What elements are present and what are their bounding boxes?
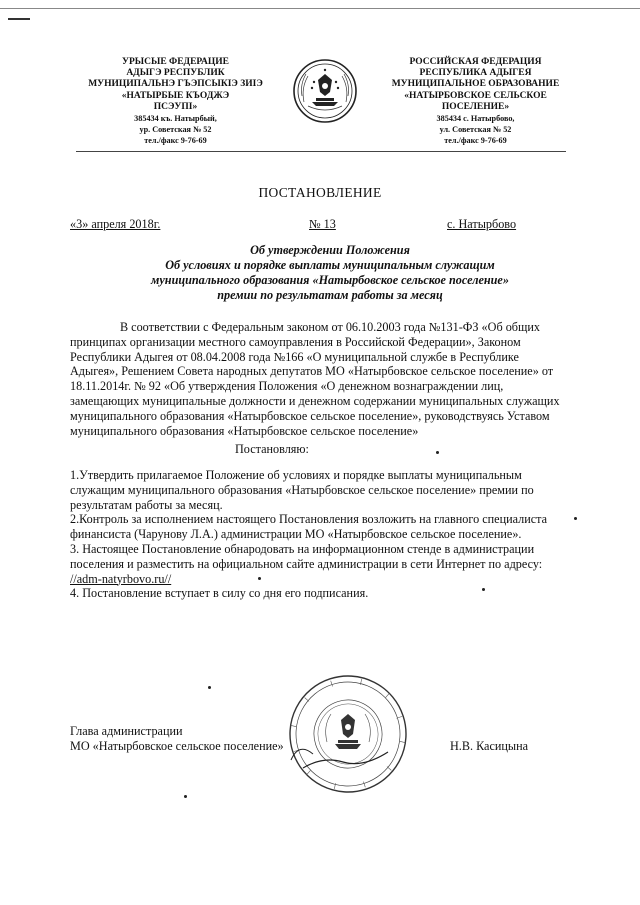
resolution-items	[70, 468, 575, 601]
document-place: с. Натырбово	[447, 217, 517, 231]
signature-organization: МО «Натырбовское сельское поселение»	[70, 739, 284, 753]
resolution-item: 4. Постановление вступает в силу со дня его подписания.	[70, 586, 369, 601]
header-right-line: РЕСПУБЛИКА АДЫГЕЯ	[419, 68, 532, 79]
header-left-address: 385434 къ. Натырбый,	[134, 114, 217, 124]
scan-speck	[208, 686, 211, 689]
header-right-address: 385434 с. Натырбово,	[436, 114, 515, 124]
header-left-line: УРЫСЫЕ ФЕДЕРАЦИЕ	[122, 57, 229, 67]
resolution-item: 2.Контроль за исполнением настоящего Постановления возложить на главного специалиста финансиста (Чарунову Л.А.) администрации МО «Натырбовское сельское поселение».	[70, 512, 548, 542]
signature-position: Глава администрации	[70, 724, 183, 738]
website-link[interactable]: //adm-natyrbovo.ru//	[70, 571, 172, 586]
subject-line: премии по результатам работы за месяц	[217, 288, 443, 302]
scan-speck	[184, 795, 187, 798]
header-right-line: ПОСЕЛЕНИЕ»	[441, 101, 510, 112]
official-seal-icon	[283, 672, 413, 796]
document-subject	[70, 243, 590, 303]
document-title: ПОСТАНОВЛЕНИЕ	[258, 185, 382, 200]
scan-mark	[8, 18, 30, 20]
subject-line: муниципального образования «Натырбовское сельское поселение»	[151, 273, 509, 287]
scan-speck	[436, 451, 439, 454]
subject-line: Об условиях и порядке выплаты муниципальным служащим	[165, 258, 495, 272]
resolution-item	[70, 542, 575, 586]
preamble-text: В соответствии с Федеральным законом от 06.10.2003 года №131-ФЗ «Об общих принципах организации местного самоуправления в Российской Федерации», Законом Республики Адыгея от 08.04.2008 года №166 «О муниципальной службе в Республике Адыгея», Решением Совета народных депутатов МО «Натырбовское сельское поселение» от 18.11.2014г. № 92 «Об утверждения Положения «О денежном вознаграждении лиц, замещающих муниципальные должности и денежном содержании муниципальных служащих муниципального образования «Натырбовское сельское поселение», руководствуясь Уставом муниципального образования «Натырбовское сельское поселение»	[70, 320, 560, 438]
document-date: «3» апреля 2018г.	[70, 217, 161, 231]
header-right-line: МУНИЦИПАЛЬНОЕ ОБРАЗОВАНИЕ	[391, 79, 560, 90]
header-right-phone: тел./факс 9-76-69	[444, 136, 507, 146]
header-left-line: ПСЭУПI»	[153, 101, 198, 112]
scan-speck	[482, 588, 485, 591]
header-left-line: «НАТЫРБЫЕ КЪОДЖЭ	[121, 90, 230, 101]
scan-top-line	[0, 8, 640, 9]
header-right-line: РОССИЙСКАЯ ФЕДЕРАЦИЯ	[409, 57, 542, 67]
preamble-paragraph	[70, 320, 570, 438]
header-left-line: МУНИЦИПАЛЬНЭ ГЪЭПСЫКIЭ ЗИIЭ	[88, 79, 263, 90]
document-number: № 13	[309, 217, 336, 231]
resolution-item-text: 3. Настоящее Постановление обнародовать на информационном стенде в администрации поселения и разместить на официальном сайте администрации в сети Интернет по адресу:	[70, 541, 543, 571]
scan-speck	[258, 577, 261, 580]
header-right-address: ул. Советская № 52	[439, 125, 512, 135]
resolve-label: Постановляю:	[235, 442, 309, 456]
header-divider	[76, 151, 566, 152]
resolution-item: 1.Утвердить прилагаемое Положение об условиях и порядке выплаты муниципальным служащим муниципального образования «Натырбовское сельское поселение» премии по результатам работы за месяц.	[70, 468, 534, 512]
header-left	[68, 57, 283, 147]
header-right-line: «НАТЫРБОВСКОЕ СЕЛЬСКОЕ	[404, 90, 547, 101]
header-left-phone: тел./факс 9-76-69	[144, 136, 207, 146]
scan-speck	[574, 517, 577, 520]
adygea-emblem-icon	[292, 58, 358, 124]
subject-line: Об утверждении Положения	[250, 243, 410, 257]
header-left-address: ур. Советская № 52	[139, 125, 212, 135]
signatory-name: Н.В. Касицына	[450, 739, 529, 753]
header-left-line: АДЫГЭ РЕСПУБЛИК	[126, 68, 225, 79]
header-right	[368, 57, 583, 147]
